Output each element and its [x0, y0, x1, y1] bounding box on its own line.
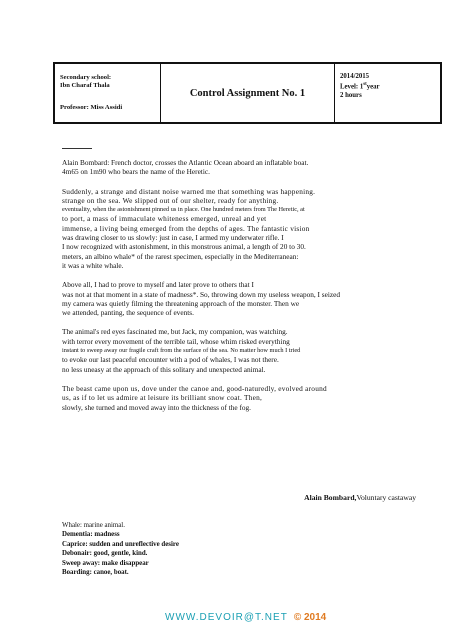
- info-cell: [335, 64, 440, 122]
- glossary-entry: Sweep away: make disappear: [62, 559, 149, 567]
- paragraph-gap: [62, 317, 434, 327]
- text-line: eventuality, when the astonishment pinned us in place. One hundred meters from The Heretic, at: [62, 206, 305, 214]
- paragraph-gap: [62, 270, 434, 280]
- glossary-entry: Dementia: madness: [62, 531, 120, 539]
- paragraph-gap: [62, 374, 434, 384]
- text-line: it was a white whale.: [62, 260, 124, 270]
- footer-watermark: [165, 612, 326, 623]
- glossary-entry: Boarding: canoe, boat.: [62, 569, 129, 577]
- author-name: Alain Bombard,: [304, 493, 357, 502]
- text-line: was not at that moment in a state of madness*. So, throwing down my useless weapon, I seized: [62, 289, 341, 299]
- text-line: The animal's red eyes fascinated me, but Jack, my companion, was watching.: [62, 327, 288, 337]
- paragraph-gap: [62, 177, 434, 187]
- text-line: with terror every movement of the terrible tail, whose whim risked everything: [62, 336, 290, 346]
- paragraph: [62, 280, 434, 317]
- text-line: to evoke our last peaceful encounter with a pod of whales, I was not there.: [62, 355, 279, 365]
- school-label: Secondary school:: [60, 74, 112, 81]
- text-line: I now recognized with astonishment, in this monstrous animal, a length of 20 to 30.: [62, 242, 306, 252]
- school-year: 2014/2015: [340, 73, 370, 80]
- text-line: Suddenly, a strange and distant noise warned me that something was happening.: [62, 186, 316, 196]
- author-role: Voluntary castaway: [356, 493, 416, 502]
- separator-rule: [62, 148, 92, 149]
- text-line: 4m65 on 1m90 who bears the name of the Heretic.: [62, 167, 210, 177]
- header-table: [53, 62, 442, 124]
- text-line: slowly, she turned and moved away into the thickness of the fog.: [62, 402, 252, 412]
- school-cell: [55, 64, 161, 122]
- title-cell: [161, 64, 335, 122]
- text-line: we attended, panting, the sequence of events.: [62, 308, 194, 318]
- text-line: immense, a living being emerged from the depths of ages. The fantastic vision: [62, 223, 310, 233]
- text-line: no less uneasy at the approach of this solitary and unexpected animal.: [62, 364, 266, 374]
- paragraph: [62, 384, 434, 412]
- text-line: my camera was quietly filming the threatening approach of the monster. Then we: [62, 298, 300, 308]
- school-name: Ibn Charaf Thala: [60, 81, 110, 89]
- signature: [304, 493, 416, 502]
- text-line: to port, a mass of immaculate whiteness emerged, unreal and yet: [62, 214, 267, 224]
- text-line: Above all, I had to prove to myself and later prove to others that I: [62, 280, 254, 290]
- site-watermark: WWW.DEVOIR@T.NET: [165, 612, 288, 623]
- paragraph: [62, 158, 434, 177]
- glossary: [62, 521, 179, 577]
- glossary-entry: Debonair: good, gentle, kind.: [62, 550, 148, 558]
- text-line: Alain Bombard: French doctor, crosses the Atlantic Ocean aboard an inflatable boat.: [62, 158, 309, 167]
- text-body: [62, 158, 434, 412]
- glossary-entry: Whale: marine animal.: [62, 522, 125, 529]
- glossary-entry: Caprice: sudden and unreflective desire: [62, 540, 179, 548]
- copyright: © 2014: [293, 612, 327, 623]
- level: Level: 1styear: [340, 82, 380, 91]
- assignment-title: Control Assignment No. 1: [189, 87, 306, 99]
- text-line: was drawing closer to us slowly: just in case, I armed my underwater rifle. I: [62, 233, 284, 243]
- duration: 2 hours: [340, 92, 362, 100]
- text-line: meters, an albino whale* of the rarest specimen, especially in the Mediterranean:: [62, 251, 299, 261]
- paragraph: [62, 327, 434, 373]
- text-line: The beast came upon us, dove under the canoe and, good-naturedly, evolved around: [62, 383, 327, 393]
- text-line: instant to sweep away our fragile craft from the surface of the sea. No matter how much I tried: [62, 347, 301, 355]
- text-line: us, as if to let us admire at leisure its brilliant snow coat. Then,: [62, 393, 263, 403]
- paragraph: [62, 187, 434, 271]
- professor-name: Professor: Miss Assidi: [60, 104, 123, 112]
- text-line: strange on the sea. We slipped out of our shelter, ready for anything.: [62, 195, 279, 205]
